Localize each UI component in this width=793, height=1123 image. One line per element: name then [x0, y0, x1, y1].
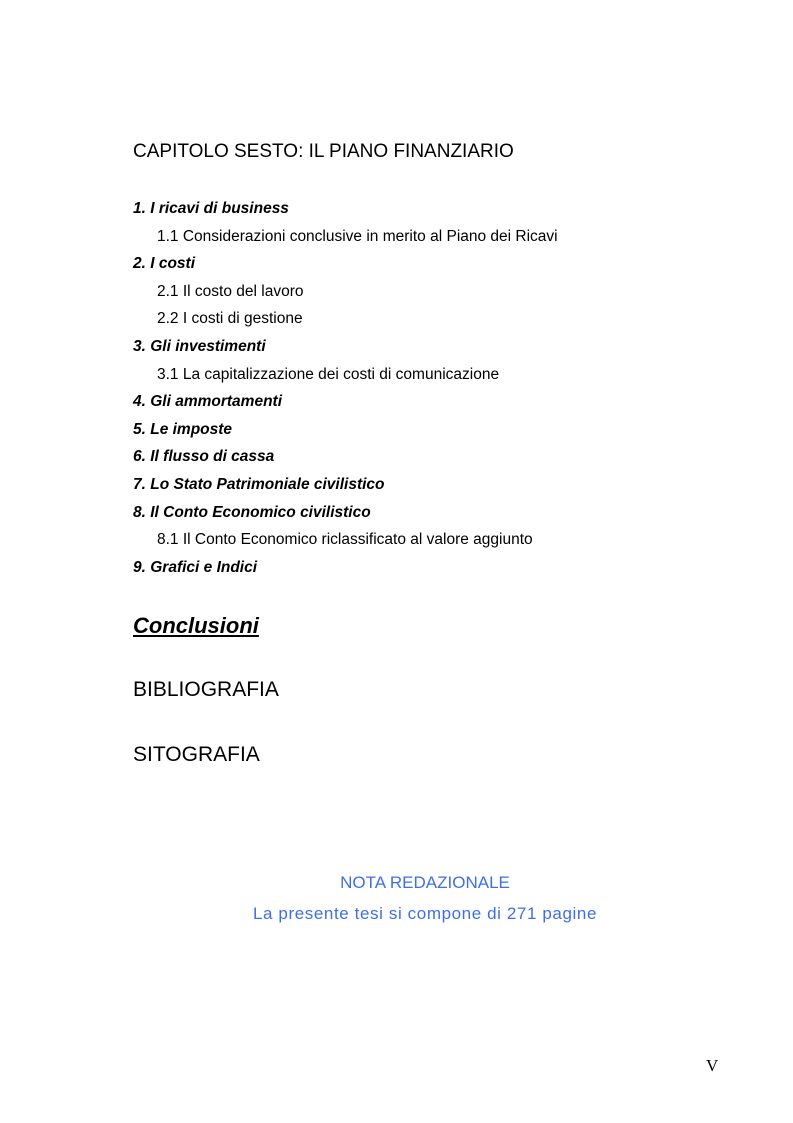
toc-entry: 7. Lo Stato Patrimoniale civilistico	[133, 476, 385, 493]
toc-subentry: 2.2 I costi di gestione	[157, 310, 303, 328]
toc-entry: 5. Le imposte	[133, 420, 233, 438]
editorial-note-text: La presente tesi si compone di 271 pagine	[252, 904, 598, 923]
section-bibliografia: BIBLIOGRAFIA	[133, 678, 279, 701]
chapter-title: CAPITOLO SESTO: IL PIANO FINANZIARIO	[133, 141, 514, 162]
toc-subentry: 8.1 Il Conto Economico riclassificato al valore aggiunto	[157, 531, 533, 549]
toc-subentry: 1.1 Considerazioni conclusive in merito al Piano dei Ricavi	[157, 227, 558, 245]
toc-entry: 2. I costi	[133, 255, 196, 273]
toc-subentry: 2.1 Il costo del lavoro	[157, 282, 304, 300]
section-sitografia: SITOGRAFIA	[133, 743, 260, 766]
toc-entry: 8. Il Conto Economico civilistico	[133, 503, 371, 521]
page-number: V	[706, 1056, 719, 1075]
toc-entry: 9. Grafici e Indici	[133, 558, 258, 576]
toc-entry: 4. Gli ammortamenti	[133, 393, 283, 411]
toc-entry: 6. Il flusso di cassa	[133, 448, 275, 466]
section-conclusioni: Conclusioni	[133, 613, 259, 638]
toc-subentry: 3.1 La capitalizzazione dei costi di comunicazione	[157, 365, 500, 383]
toc-entry: 3. Gli investimenti	[133, 338, 266, 355]
editorial-note-title: NOTA REDAZIONALE	[340, 873, 510, 892]
toc-entry: 1. I ricavi di business	[133, 200, 289, 217]
